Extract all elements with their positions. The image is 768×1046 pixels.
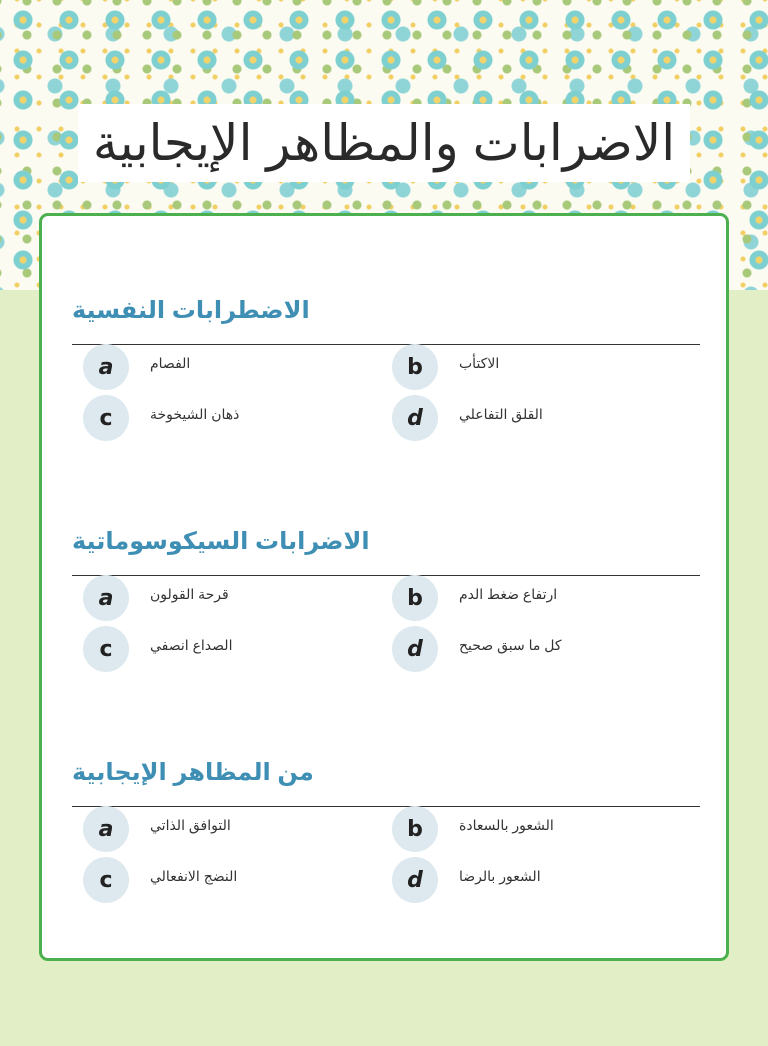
section-heading: من المظاهر الإيجابية xyxy=(72,759,314,786)
question-section xyxy=(72,296,700,431)
quiz-card xyxy=(39,213,729,961)
answer-option-c[interactable] xyxy=(83,395,239,441)
option-text: الاكتأب xyxy=(459,354,500,371)
answer-option-a[interactable] xyxy=(83,344,190,390)
option-text: القلق التفاعلي xyxy=(459,405,543,422)
answer-option-b[interactable] xyxy=(392,344,499,390)
answer-option-c[interactable] xyxy=(83,857,237,903)
option-text: التوافق الذاتي xyxy=(150,816,231,833)
option-text: الشعور بالرضا xyxy=(459,867,541,884)
option-text: النضج الانفعالي xyxy=(150,867,238,884)
title-banner xyxy=(78,104,690,182)
option-letter-badge: a xyxy=(83,344,129,390)
question-section xyxy=(72,527,700,662)
option-letter-badge: d xyxy=(392,857,438,903)
option-text: ذهان الشيخوخة xyxy=(150,405,240,422)
section-heading: الاضرابات السيكوسوماتية xyxy=(72,528,370,555)
option-letter-badge: b xyxy=(392,575,438,621)
page-title: الاضرابات والمظاهر الإيجابية xyxy=(92,115,676,171)
option-letter-badge: a xyxy=(83,806,129,852)
option-letter-badge: d xyxy=(392,395,438,441)
option-text: الشعور بالسعادة xyxy=(459,816,554,833)
option-letter-badge: a xyxy=(83,575,129,621)
answer-option-c[interactable] xyxy=(83,626,232,672)
answer-option-a[interactable] xyxy=(83,575,229,621)
option-letter-badge: c xyxy=(83,395,129,441)
answer-option-d[interactable] xyxy=(392,395,543,441)
option-letter-badge: c xyxy=(83,626,129,672)
option-text: قرحة القولون xyxy=(150,585,229,602)
option-text: الفصام xyxy=(150,354,191,371)
question-section xyxy=(72,758,700,893)
answer-option-d[interactable] xyxy=(392,626,562,672)
answer-option-b[interactable] xyxy=(392,575,557,621)
option-text: كل ما سبق صحيح xyxy=(459,636,562,653)
option-letter-badge: c xyxy=(83,857,129,903)
option-letter-badge: b xyxy=(392,344,438,390)
answer-option-b[interactable] xyxy=(392,806,554,852)
option-text: الصداع انصفي xyxy=(150,636,233,653)
option-text: ارتفاع ضغط الدم xyxy=(459,585,558,602)
answer-option-d[interactable] xyxy=(392,857,541,903)
option-letter-badge: d xyxy=(392,626,438,672)
section-heading: الاضطرابات النفسية xyxy=(72,297,310,324)
answer-option-a[interactable] xyxy=(83,806,231,852)
option-letter-badge: b xyxy=(392,806,438,852)
